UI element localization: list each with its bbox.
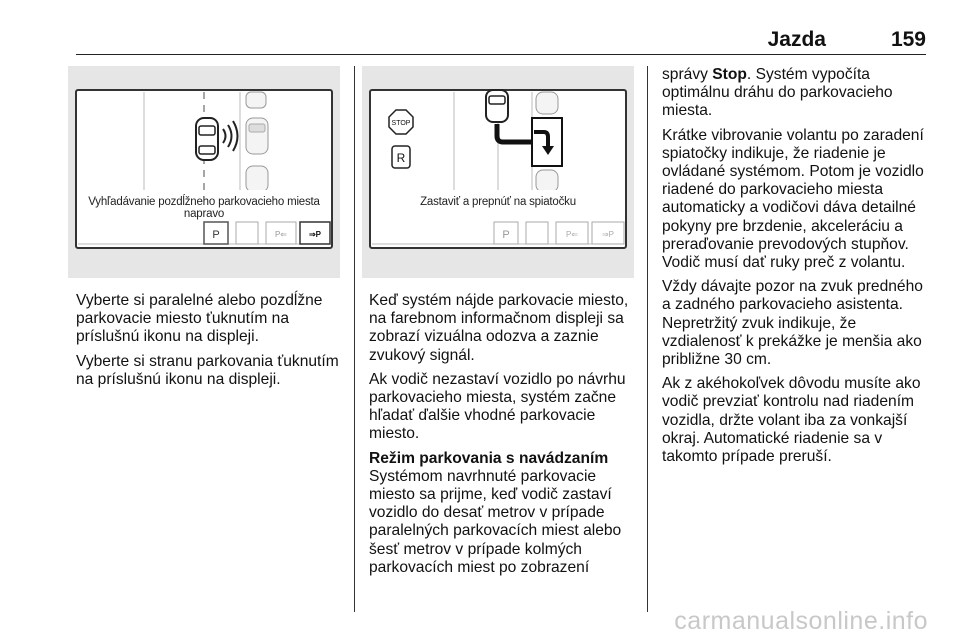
page-number: 159 [890, 28, 926, 51]
icon-p-right-label: ⇒P [308, 230, 322, 239]
section-title: Jazda [767, 28, 826, 51]
left-paragraph-2: Vyberte si stranu parkovania ťuknutím na príslušnú ikonu na displeji. [76, 352, 339, 388]
right-paragraph-3: Vždy dávajte pozor na zvuk predného a zadného parkovacieho asistenta. Nepretržitý zvuk indikuje, že vzdialenosť k prekážke je menšia ako približne 30 cm. [662, 278, 923, 369]
right-p1-post: . Systém vypočíta optimálnu dráhu do parkovacieho miesta. [662, 66, 893, 120]
left-paragraph-1: Vyberte si paralelné alebo pozdĺžne parkovacie miesto ťuknutím na príslušnú ikonu na displeji. [76, 292, 323, 346]
right-paragraph-1 [662, 66, 932, 121]
column-divider-right [647, 66, 648, 612]
middle-paragraph-1: Keď systém nájde parkovacie miesto, na farebnom informačnom displeji sa zobrazí vizuálna odozva a zaznie zvukový signál. [369, 292, 629, 364]
section-heading: Režim parkovania s navádzaním [369, 449, 609, 467]
icon-p-left-label: P⇐ [274, 230, 288, 239]
stop-reverse-illustration [362, 66, 634, 278]
icon-p-right-label-middle: ⇒P [601, 230, 615, 239]
figure-parking-search [68, 66, 340, 278]
page-header [76, 24, 926, 55]
parking-search-illustration [68, 66, 340, 278]
left-column [76, 292, 344, 395]
column-divider-left [354, 66, 355, 612]
stop-sign-label: STOP [391, 120, 411, 127]
right-column [662, 66, 932, 472]
icon-p-left-label-middle: P⇐ [565, 230, 579, 239]
right-paragraph-2: Krátke vibrovanie volantu po zaradení spiatočky indikuje, že riadenie je ovládané systémom. Potom je vozidlo riadené do parkovacieho miesta automaticky a vodičovi dáva detailné pokyny pre brzdenie, akceleráciu a preraďovanie prevodových stupňov. Vodič musí dať ruky preč z volantu. [662, 126, 924, 272]
right-paragraph-4: Ak z akéhokoľvek dôvodu musíte ako vodič prevziať kontrolu nad riadením vozidla, držte volant iba za vonkajší okraj. Automatické riadenie sa v takomto prípade preruší. [662, 375, 921, 466]
middle-column [369, 292, 637, 583]
stop-keyword: Stop [712, 66, 747, 83]
icon-p-label: P [212, 229, 220, 241]
figure-left-caption: Vyhľadávanie pozdĺžneho parkovacieho miesta napravo [88, 196, 320, 220]
watermark: carmanualsonline.info [674, 607, 928, 635]
gear-r-label: R [396, 151, 406, 165]
figure-middle-caption: Zastaviť a prepnúť na spiatočku [420, 196, 576, 208]
icon-p-label-middle: P [502, 229, 510, 241]
middle-paragraph-3: Systémom navrhnuté parkovacie miesto sa prijme, keď vodič zastaví vozidlo do desať metrov v prípade paralelných parkovacích miest alebo šesť metrov v prípade kolmých parkovacích miest po zobrazení [369, 467, 622, 576]
figure-stop-reverse [362, 66, 634, 278]
right-p1-pre: správy [662, 66, 713, 83]
middle-paragraph-2: Ak vodič nezastaví vozidlo po návrhu parkovacieho miesta, systém začne hľadať ďalšie vhodné parkovacie miesto. [369, 370, 626, 443]
